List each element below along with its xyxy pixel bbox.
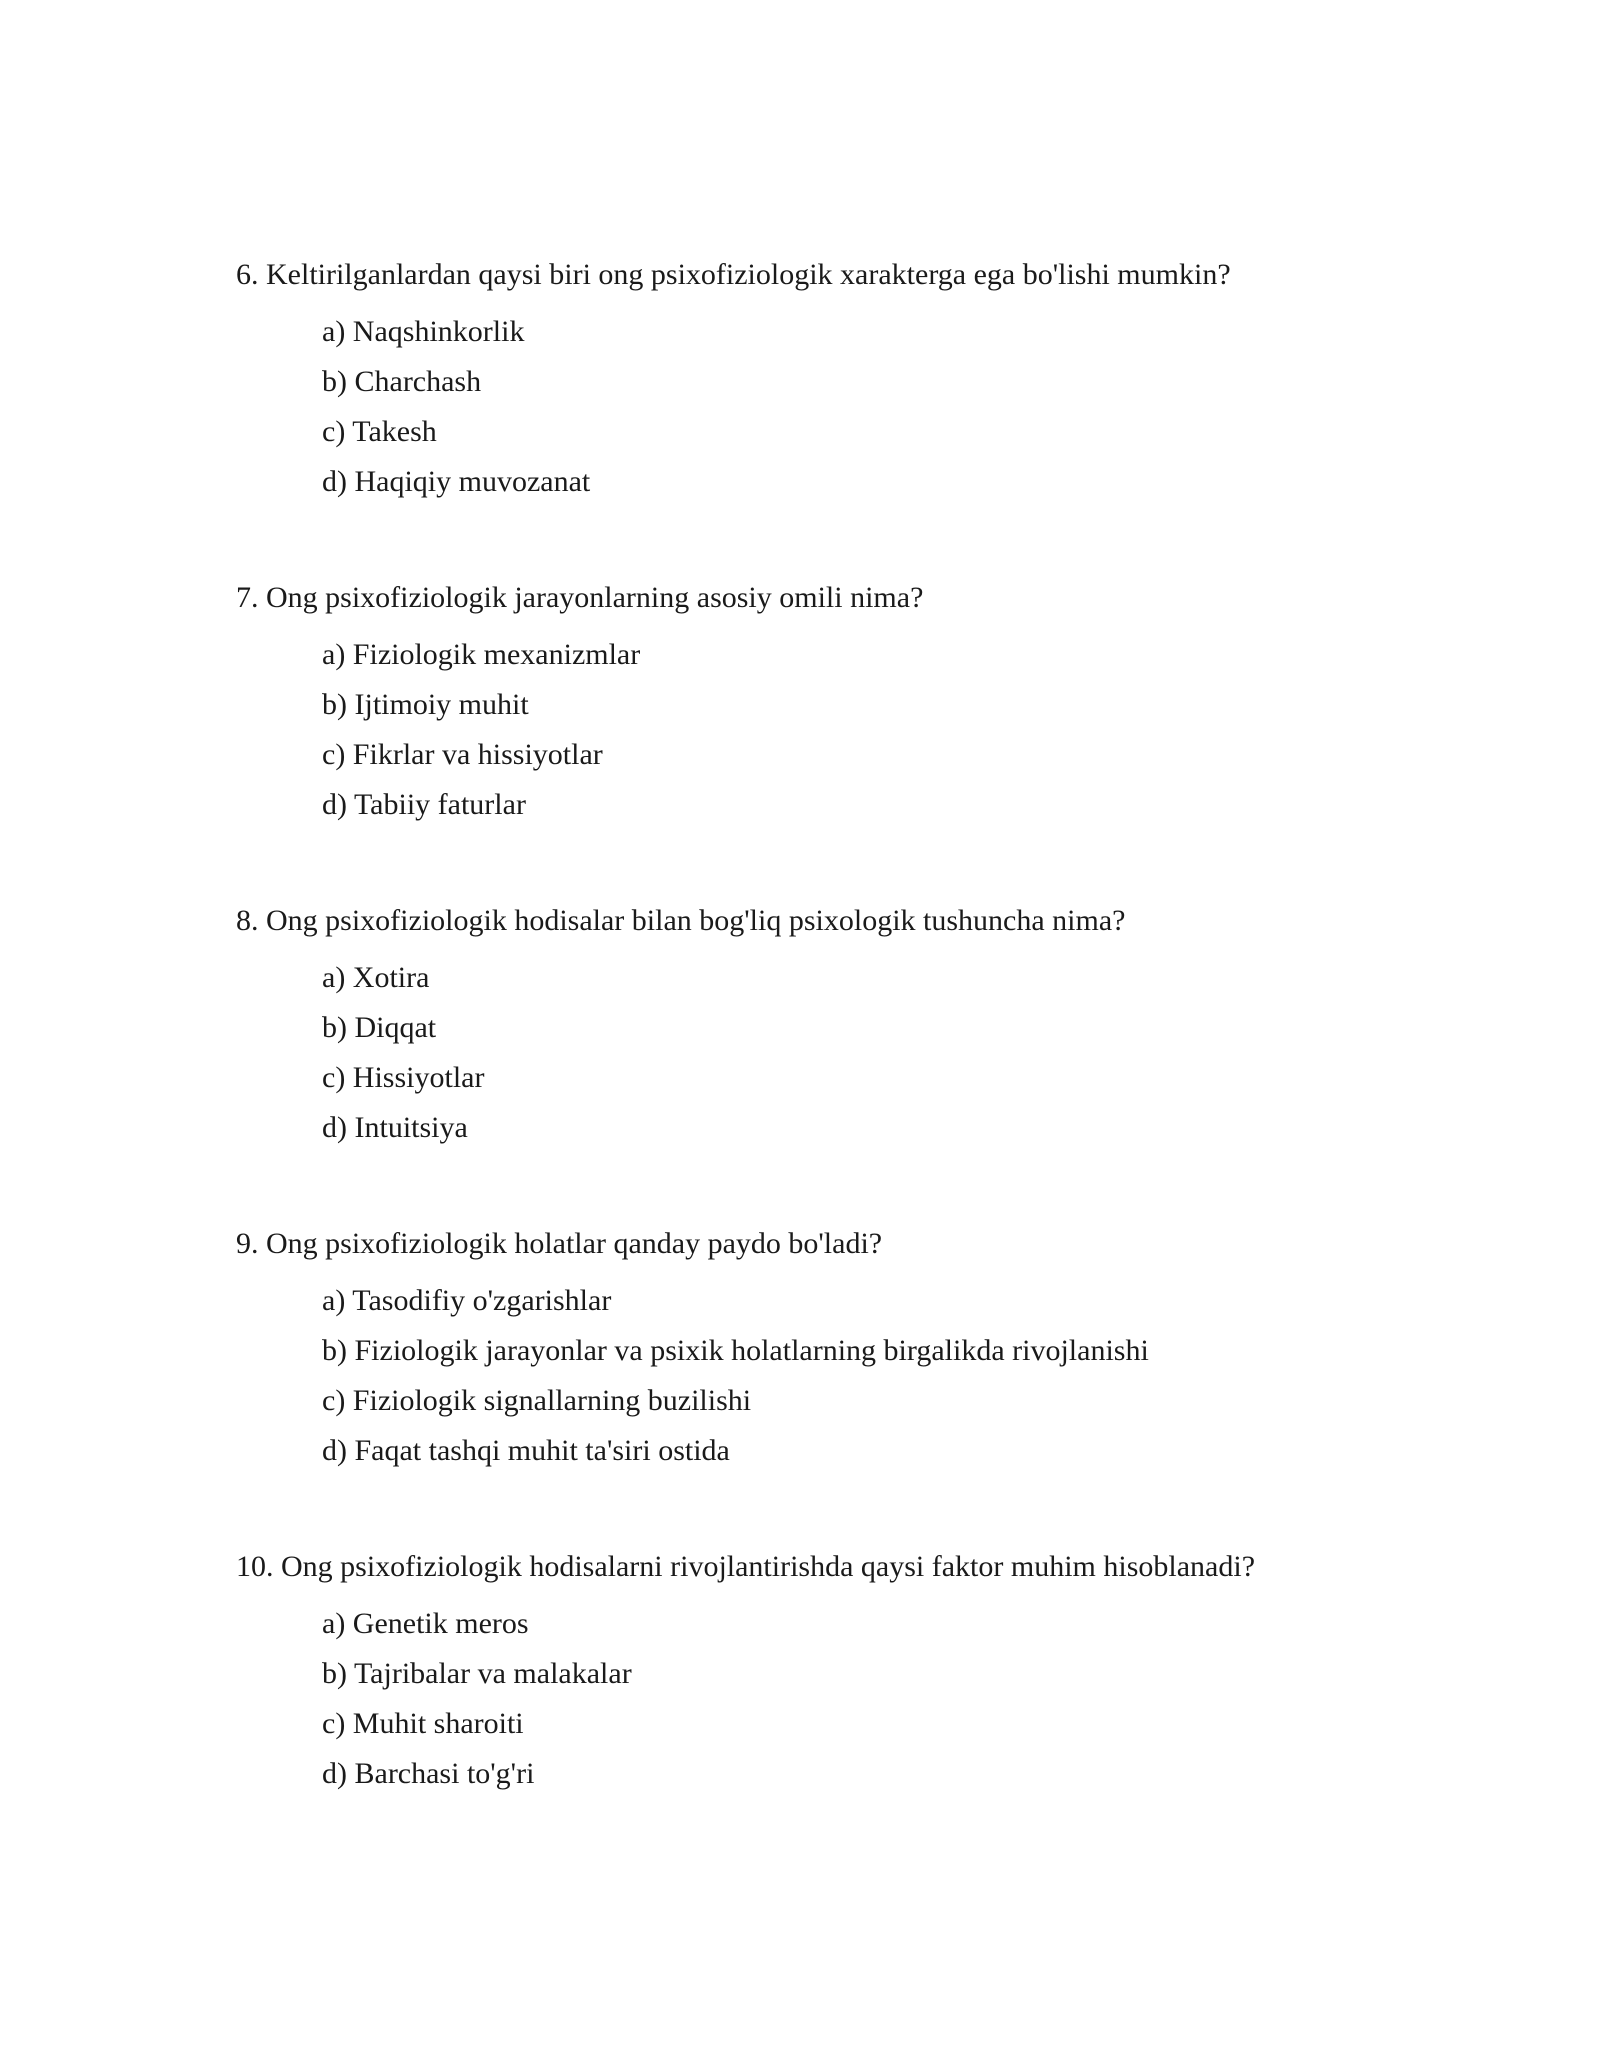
option-b: b) Diqqat — [322, 1011, 437, 1044]
answer-options — [236, 1606, 1436, 1806]
option-a: a) Genetik meros — [322, 1607, 529, 1640]
option-d: d) Intuitsiya — [322, 1111, 468, 1144]
option-c: c) Hissiyotlar — [322, 1061, 485, 1094]
question-7 — [236, 580, 1436, 837]
question-10 — [236, 1549, 1436, 1806]
question-text: 7. Ong psixofiziologik jarayonlarning asosiy omili nima? — [236, 581, 924, 614]
option-c: c) Muhit sharoiti — [322, 1707, 524, 1740]
answer-options — [236, 960, 1436, 1160]
option-b: b) Fiziologik jarayonlar va psixik holatlarning birgalikda rivojlanishi — [322, 1334, 1149, 1367]
question-text: 9. Ong psixofiziologik holatlar qanday paydo bo'ladi? — [236, 1227, 883, 1260]
question-text: 10. Ong psixofiziologik hodisalarni rivojlantirishda qaysi faktor muhim hisoblanadi? — [236, 1550, 1256, 1583]
option-c: c) Fiziologik signallarning buzilishi — [322, 1384, 752, 1417]
option-a: a) Tasodifiy o'zgarishlar — [322, 1284, 612, 1317]
option-b: b) Ijtimoiy muhit — [322, 688, 529, 721]
option-d: d) Barchasi to'g'ri — [322, 1757, 535, 1790]
option-b: b) Tajribalar va malakalar — [322, 1657, 632, 1690]
question-8 — [236, 903, 1436, 1160]
option-d: d) Tabiiy faturlar — [322, 788, 526, 821]
option-d: d) Faqat tashqi muhit ta'siri ostida — [322, 1434, 730, 1467]
question-text: 6. Keltirilganlardan qaysi biri ong psixofiziologik xarakterga ega bo'lishi mumkin? — [236, 258, 1231, 291]
answer-options — [236, 314, 1436, 514]
option-c: c) Takesh — [322, 415, 437, 448]
option-c: c) Fikrlar va hissiyotlar — [322, 738, 603, 771]
question-9 — [236, 1226, 1436, 1483]
option-a: a) Xotira — [322, 961, 430, 994]
option-a: a) Fiziologik mexanizmlar — [322, 638, 641, 671]
question-text: 8. Ong psixofiziologik hodisalar bilan bog'liq psixologik tushuncha nima? — [236, 904, 1126, 937]
option-a: a) Naqshinkorlik — [322, 315, 525, 348]
answer-options — [236, 637, 1436, 837]
option-d: d) Haqiqiy muvozanat — [322, 465, 591, 498]
option-b: b) Charchash — [322, 365, 482, 398]
answer-options — [236, 1283, 1436, 1483]
question-6 — [236, 257, 1436, 514]
